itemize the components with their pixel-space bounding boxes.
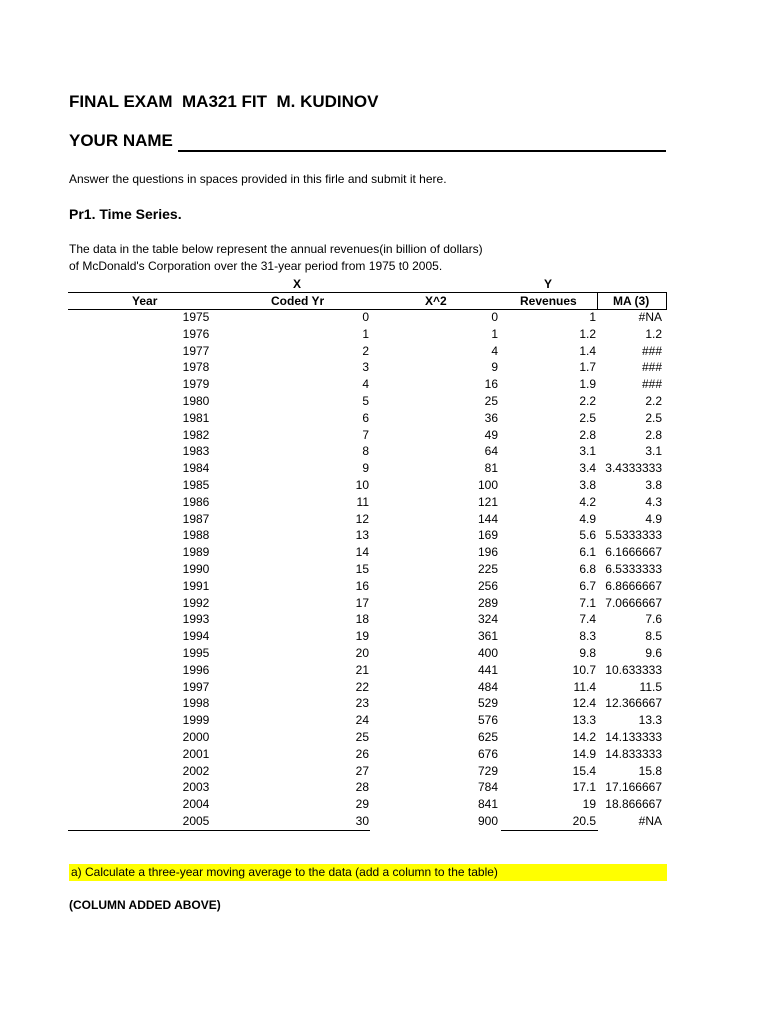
cell-revenue: 15.4 [572, 763, 596, 778]
name-blank-line[interactable] [178, 150, 666, 152]
cell-coded-year: 0 [362, 310, 369, 324]
cell-coded-year: 18 [355, 612, 369, 627]
cell-coded-year: 27 [355, 763, 369, 778]
table-row [0, 746, 768, 763]
cell-year: 2001 [182, 746, 210, 761]
cell-x-squared: 256 [477, 578, 498, 593]
cell-coded-year: 24 [355, 713, 369, 728]
problem-title: Pr1. Time Series. [69, 206, 182, 222]
header-revenues: Revenues [520, 294, 577, 308]
cell-moving-average: ### [641, 360, 662, 375]
cell-year: 1994 [182, 629, 210, 644]
cell-coded-year: 17 [355, 595, 369, 610]
cell-moving-average: 13.3 [638, 713, 662, 728]
cell-coded-year: 19 [355, 629, 369, 644]
cell-moving-average: 17.166667 [605, 780, 662, 795]
cell-coded-year: 29 [355, 797, 369, 812]
cell-x-squared: 49 [484, 427, 498, 442]
cell-revenue: 1.4 [579, 343, 596, 358]
cell-x-squared: 144 [477, 511, 498, 526]
cell-coded-year: 7 [362, 427, 369, 442]
table-row [0, 326, 768, 343]
table-row [0, 712, 768, 729]
cell-moving-average: 4.3 [645, 494, 662, 509]
cell-year: 1982 [182, 427, 210, 442]
table-row [0, 763, 768, 780]
problem-description [69, 241, 483, 275]
description-line-1: The data in the table below represent the annual revenues(in billion of dollars) [69, 242, 483, 256]
cell-x-squared: 0 [491, 310, 498, 324]
table-row [0, 427, 768, 444]
table-row [0, 695, 768, 712]
cell-moving-average: ### [641, 377, 662, 392]
cell-year: 1987 [182, 511, 210, 526]
cell-coded-year: 4 [362, 377, 369, 392]
cell-revenue: 12.4 [572, 696, 596, 711]
your-name-label: YOUR NAME [69, 131, 173, 150]
table-row [0, 376, 768, 393]
cell-x-squared: 81 [484, 461, 498, 476]
table-row [0, 662, 768, 679]
cell-moving-average: 3.8 [645, 478, 662, 492]
instructions-text: Answer the questions in spaces provided in this firle and submit it here. [69, 172, 447, 186]
cell-revenue: 2.8 [579, 427, 596, 442]
cell-x-squared: 196 [477, 545, 498, 560]
cell-moving-average: 6.5333333 [605, 562, 662, 576]
cell-year: 1989 [182, 545, 210, 560]
table-row [0, 511, 768, 528]
cell-revenue: 13.3 [572, 713, 596, 728]
cell-year: 1975 [182, 310, 210, 324]
cell-coded-year: 21 [355, 662, 369, 677]
cell-coded-year: 3 [362, 360, 369, 375]
cell-x-squared: 400 [477, 646, 498, 660]
cell-year: 1980 [182, 394, 210, 408]
cell-moving-average: #NA [638, 310, 662, 324]
cell-moving-average: 11.5 [639, 679, 662, 694]
cell-x-squared: 324 [477, 612, 498, 627]
ma-header-left-border [597, 292, 598, 310]
cell-coded-year: 16 [355, 578, 369, 593]
cell-revenue: 6.1 [579, 545, 596, 560]
cell-year: 1981 [182, 410, 210, 425]
cell-moving-average: 7.6 [645, 612, 662, 627]
cell-moving-average: ### [641, 343, 662, 358]
cell-coded-year: 30 [355, 814, 369, 828]
table-row [0, 443, 768, 460]
table-row [0, 729, 768, 746]
cell-revenue: 14.9 [572, 746, 596, 761]
cell-moving-average: 4.9 [645, 511, 662, 526]
cell-year: 1991 [182, 578, 210, 593]
cell-year: 1985 [182, 478, 210, 492]
table-row [0, 813, 768, 830]
table-row [0, 595, 768, 612]
cell-year: 1979 [182, 377, 210, 392]
cell-revenue: 5.6 [579, 528, 596, 543]
table-header-top-line [68, 292, 666, 293]
cell-moving-average: 1.2 [645, 326, 662, 341]
cell-moving-average: 2.2 [645, 394, 662, 408]
cell-moving-average: 18.866667 [605, 797, 662, 812]
column-added-note: (COLUMN ADDED ABOVE) [69, 898, 221, 912]
cell-coded-year: 15 [355, 562, 369, 576]
cell-year: 2004 [182, 797, 210, 812]
table-row [0, 309, 768, 326]
cell-coded-year: 26 [355, 746, 369, 761]
cell-moving-average: 8.5 [645, 629, 662, 644]
table-row [0, 359, 768, 376]
cell-coded-year: 28 [355, 780, 369, 795]
cell-revenue: 3.4 [579, 461, 596, 476]
cell-year: 1995 [182, 646, 210, 660]
header-x-squared: X^2 [425, 294, 447, 308]
cell-year: 2005 [182, 814, 210, 828]
cell-x-squared: 4 [491, 343, 498, 358]
cell-revenue: 4.2 [579, 494, 596, 509]
cell-revenue: 2.2 [579, 394, 596, 408]
cell-moving-average: 9.6 [645, 646, 662, 660]
cell-revenue: 19 [582, 797, 596, 812]
exam-title: FINAL EXAM MA321 FIT M. KUDINOV [69, 92, 379, 111]
cell-x-squared: 225 [477, 562, 498, 576]
cell-x-squared: 289 [477, 595, 498, 610]
cell-x-squared: 100 [477, 478, 498, 492]
table-bottom-line-revenues [501, 830, 598, 831]
cell-coded-year: 5 [362, 394, 369, 408]
cell-coded-year: 1 [362, 326, 369, 341]
cell-year: 2002 [182, 763, 210, 778]
cell-coded-year: 11 [356, 494, 369, 509]
table-row [0, 561, 768, 578]
cell-x-squared: 900 [477, 814, 498, 828]
cell-x-squared: 64 [484, 444, 498, 459]
cell-moving-average: 2.5 [645, 410, 662, 425]
cell-revenue: 3.8 [579, 478, 596, 492]
cell-coded-year: 14 [355, 545, 369, 560]
table-bottom-line-left [68, 830, 370, 831]
table-row [0, 460, 768, 477]
cell-revenue: 8.3 [579, 629, 596, 644]
cell-x-squared: 25 [484, 394, 498, 408]
cell-year: 1978 [182, 360, 210, 375]
cell-revenue: 14.2 [572, 730, 596, 744]
cell-moving-average: 5.5333333 [605, 528, 662, 543]
cell-year: 1977 [182, 343, 210, 358]
table-row [0, 527, 768, 544]
cell-year: 1990 [182, 562, 210, 576]
header-moving-average: MA (3) [613, 294, 650, 308]
cell-x-squared: 484 [477, 679, 498, 694]
cell-revenue: 6.7 [579, 578, 596, 593]
cell-x-squared: 784 [477, 780, 498, 795]
cell-moving-average: 2.8 [645, 427, 662, 442]
cell-moving-average: 12.366667 [605, 696, 662, 711]
cell-coded-year: 9 [362, 461, 369, 476]
table-row [0, 410, 768, 427]
cell-x-squared: 625 [477, 730, 498, 744]
cell-x-squared: 36 [484, 410, 498, 425]
y-variable-label: Y [544, 277, 553, 291]
cell-x-squared: 16 [484, 377, 498, 392]
cell-moving-average: 15.8 [638, 763, 662, 778]
cell-revenue: 1.2 [579, 326, 596, 341]
cell-revenue: 11.4 [573, 679, 596, 694]
cell-moving-average: 10.633333 [605, 662, 662, 677]
cell-revenue: 9.8 [579, 646, 596, 660]
table-row [0, 544, 768, 561]
table-row [0, 779, 768, 796]
cell-revenue: 7.1 [579, 595, 596, 610]
cell-x-squared: 576 [477, 713, 498, 728]
cell-revenue: 7.4 [579, 612, 596, 627]
cell-revenue: 4.9 [579, 511, 596, 526]
cell-x-squared: 9 [491, 360, 498, 375]
cell-moving-average: 6.8666667 [605, 578, 662, 593]
cell-year: 1988 [182, 528, 210, 543]
cell-year: 1998 [182, 696, 210, 711]
cell-year: 1997 [182, 679, 210, 694]
cell-revenue: 2.5 [579, 410, 596, 425]
table-row [0, 393, 768, 410]
ma-header-right-border [666, 292, 667, 310]
table-row [0, 578, 768, 595]
cell-year: 1999 [182, 713, 210, 728]
cell-coded-year: 25 [355, 730, 369, 744]
question-a-text: a) Calculate a three-year moving average to the data (add a column to the table) [71, 865, 498, 879]
cell-revenue: 1.7 [579, 360, 596, 375]
header-year: Year [132, 294, 158, 308]
table-row [0, 679, 768, 696]
cell-x-squared: 529 [477, 696, 498, 711]
cell-moving-average: 3.1 [645, 444, 662, 459]
cell-coded-year: 8 [362, 444, 369, 459]
cell-moving-average: 7.0666667 [605, 595, 662, 610]
cell-year: 1992 [182, 595, 210, 610]
cell-revenue: 20.5 [572, 814, 596, 828]
table-row [0, 477, 768, 494]
cell-year: 1996 [182, 662, 210, 677]
cell-year: 2003 [182, 780, 210, 795]
table-row [0, 796, 768, 813]
cell-revenue: 10.7 [572, 662, 596, 677]
table-row [0, 343, 768, 360]
cell-year: 1986 [182, 494, 210, 509]
cell-year: 1983 [182, 444, 210, 459]
description-line-2: of McDonald's Corporation over the 31-year period from 1975 t0 2005. [69, 259, 443, 273]
cell-year: 1984 [182, 461, 210, 476]
cell-revenue: 1.9 [579, 377, 596, 392]
cell-x-squared: 361 [477, 629, 498, 644]
cell-coded-year: 22 [355, 679, 369, 694]
cell-revenue: 3.1 [579, 444, 596, 459]
cell-coded-year: 13 [355, 528, 369, 543]
cell-moving-average: 3.4333333 [605, 461, 662, 476]
cell-coded-year: 23 [355, 696, 369, 711]
cell-x-squared: 729 [477, 763, 498, 778]
cell-revenue: 1 [589, 310, 596, 324]
cell-moving-average: 14.833333 [605, 746, 662, 761]
cell-revenue: 6.8 [579, 562, 596, 576]
x-variable-label: X [293, 277, 302, 291]
cell-moving-average: #NA [638, 814, 662, 828]
cell-coded-year: 2 [362, 343, 369, 358]
cell-year: 1976 [182, 326, 210, 341]
cell-x-squared: 169 [477, 528, 498, 543]
cell-x-squared: 676 [477, 746, 498, 761]
cell-coded-year: 10 [355, 478, 369, 492]
cell-x-squared: 441 [477, 662, 498, 677]
cell-moving-average: 6.1666667 [605, 545, 662, 560]
cell-coded-year: 6 [362, 410, 369, 425]
cell-x-squared: 121 [477, 494, 498, 509]
cell-year: 2000 [182, 730, 210, 744]
cell-coded-year: 20 [355, 646, 369, 660]
cell-x-squared: 841 [477, 797, 498, 812]
table-row [0, 628, 768, 645]
cell-coded-year: 12 [355, 511, 369, 526]
cell-revenue: 17.1 [572, 780, 596, 795]
table-row [0, 494, 768, 511]
cell-moving-average: 14.133333 [605, 730, 662, 744]
table-row [0, 645, 768, 662]
table-row [0, 611, 768, 628]
header-coded-year: Coded Yr [271, 294, 325, 308]
cell-year: 1993 [182, 612, 210, 627]
cell-x-squared: 1 [491, 326, 498, 341]
